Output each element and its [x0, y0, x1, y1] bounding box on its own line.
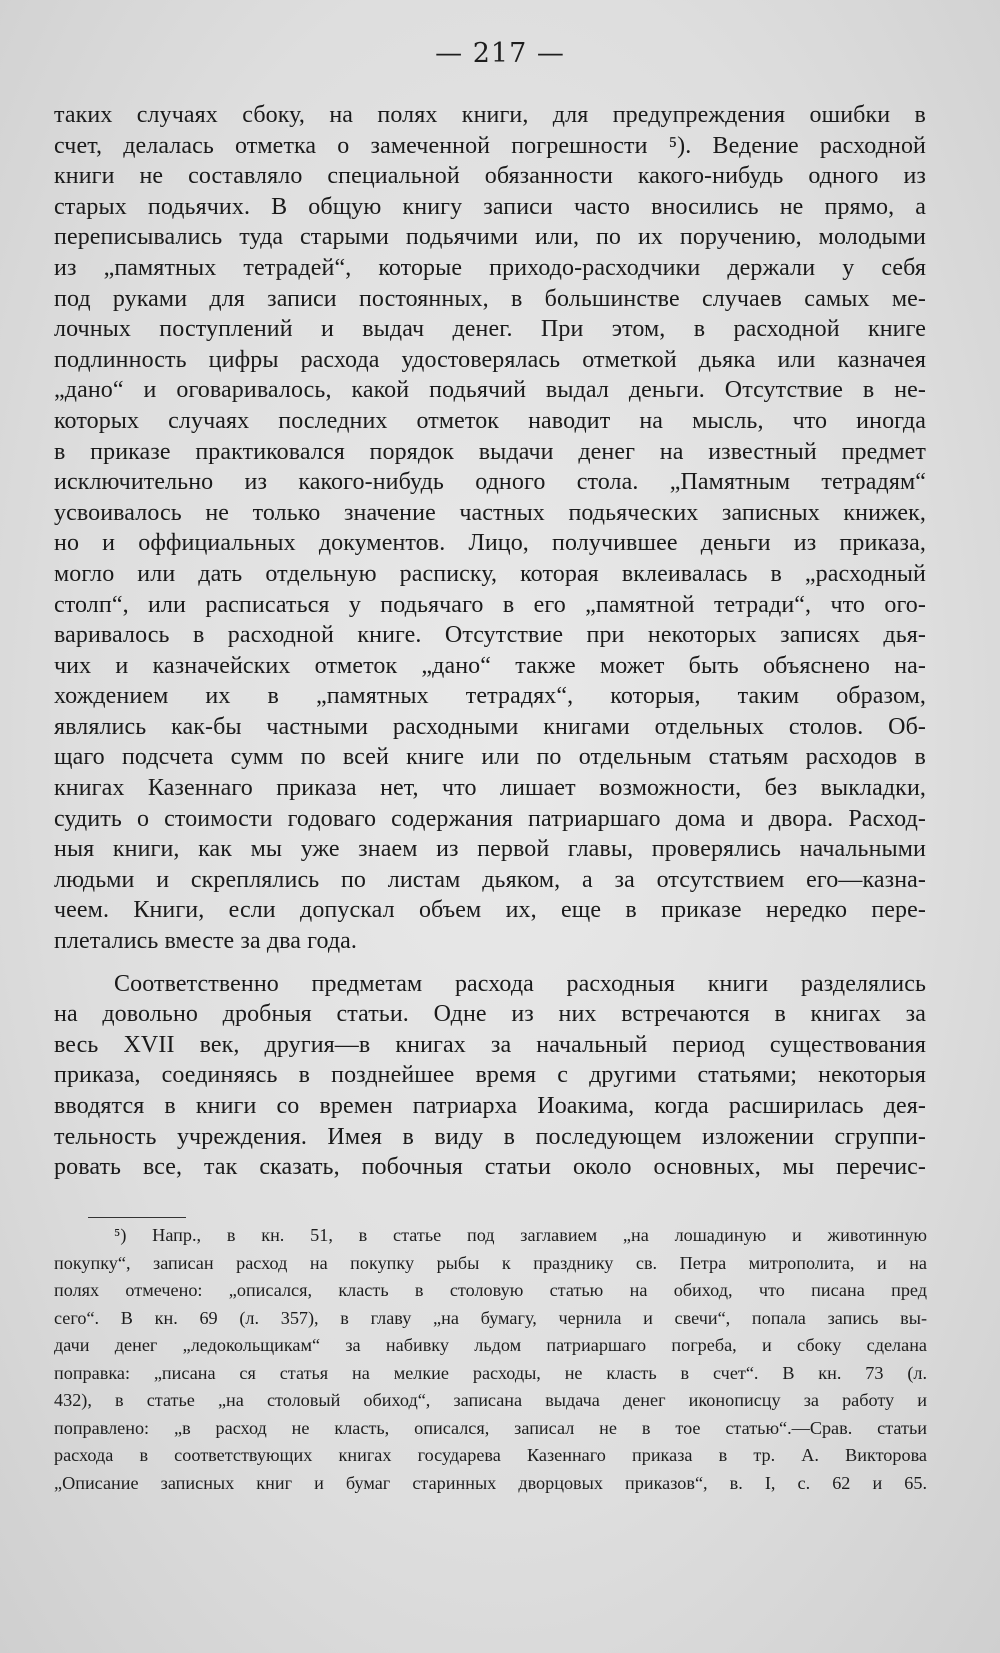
text-line: варивалось в расходной книге. Отсутствие при некоторых записях дья- [54, 622, 926, 649]
text-line: людьми и скреплялись по листам дьяком, а за отсутствием его—казна- [54, 866, 926, 893]
text-line: могло или дать отдельную расписку, которая вклеивалась в „расходный [54, 560, 926, 587]
text-line: лочных поступлений и выдач денег. При этом, в расходной книге [54, 316, 926, 343]
footnote-line: поправка: „писана ся статья на мелкие расходы, не класть в счет“. В кн. 73 (л. [54, 1362, 927, 1383]
text-line: на довольно дробныя статьи. Одне из них встречаются в книгах за [54, 1001, 926, 1028]
page-number: — 217 — [435, 38, 565, 69]
text-line: столп“, или расписаться у подьячаго в его „памятной тетради“, что ого- [54, 591, 926, 618]
text-line: книги не составляло специальной обязанности какого-нибудь одного из [54, 163, 926, 190]
footnote-line: дачи денег „ледокольщикам“ за набивку льдом патриаршаго погреба, и сбоку сделана [54, 1335, 927, 1355]
text-line: вводятся в книги со времен патриарха Иоакима, когда расширилась дея- [54, 1093, 926, 1119]
text-line: которых случаях последних отметок наводит на мысль, что иногда [54, 407, 926, 434]
footnote-line: полях отмечено: „описался, класть в столовую статью на обиход, что писана пред [54, 1280, 927, 1300]
text-line: исключительно из какого-нибудь одного стола. „Памятным тетрадям“ [54, 469, 926, 496]
text-line: хождением их в „памятных тетрадях“, которыя, таким образом, [54, 683, 926, 710]
text-line: тельность учреждения. Имея в виду в последующем изложении сгруппи- [54, 1123, 926, 1150]
footnote-line: „Описание записных книг и бумаг старинных дворцовых приказов“, в. I, с. 62 и 65. [54, 1472, 927, 1493]
text-line: в приказе практиковался порядок выдачи денег на известный предмет [54, 438, 926, 465]
text-line: плетались вместе за два года. [54, 928, 358, 955]
text-line: переписывались туда старыми подьячими или, по их поручению, молодыми [54, 224, 926, 251]
footnote-line: 432), в статье „на столовый обиход“, записана выдача денег иконописцу за работу и [54, 1390, 927, 1410]
main-text [54, 100, 926, 1183]
text-line: Соответственно предметам расхода расходныя книги разделялись [114, 970, 926, 997]
paragraph-gap [54, 957, 926, 969]
footnote-line: поправлено: „в расход не класть, описался, записал не в тое статью“.—Срав. статьи [54, 1417, 927, 1438]
text-line: ровать все, так сказать, побочныя статьи около основных, мы перечис- [54, 1154, 926, 1181]
text-line: но и оффициальных документов. Лицо, получившее деньги из приказа, [54, 530, 926, 557]
text-line: ныя книги, как мы уже знаем из первой главы, проверялись начальными [54, 836, 926, 863]
footnote-line: расхода в соответствующих книгах государева Казеннаго приказа в тр. А. Викторова [54, 1445, 927, 1465]
text-line: весь XVII век, другия—в книгах за начальный период существования [54, 1031, 926, 1058]
text-line: чих и казначейских отметок „дано“ также может быть объяснено на- [54, 652, 926, 679]
text-line: таких случаях сбоку, на полях книги, для предупреждения ошибки в [54, 102, 926, 128]
text-line: приказа, соединяясь в позднейшее время с другими статьями; некоторыя [54, 1062, 926, 1089]
text-line: чеем. Книги, если допускал объем их, еще в приказе нередко пере- [54, 897, 926, 924]
text-line: усвоивалось не только значение частных подьяческих записных книжек, [54, 499, 926, 526]
text-line: являлись как-бы частными расходными книгами отдельных столов. Об- [54, 713, 926, 740]
text-line: книгах Казеннаго приказа нет, что лишает возможности, без выкладки, [54, 775, 926, 802]
footnote-line: покупку“, записан расход на покупку рыбы к празднику св. Петра митрополита, и на [54, 1252, 927, 1273]
footnote-divider [88, 1217, 186, 1218]
text-line: счет, делалась отметка о замеченной погрешности ⁵). Ведение расходной [54, 132, 926, 159]
text-line: из „памятных тетрадей“, которые приходо-расходчики держали у себя [54, 254, 926, 281]
footnote-line: ⁵) Напр., в кн. 51, в статье под заглавием „на лошадиную и животинную [114, 1225, 927, 1245]
text-line: щаго подсчета сумм по всей книге или по отдельным статьям расходов в [54, 744, 926, 771]
text-line: судить о стоимости годоваго содержания патриаршаго дома и двора. Расход- [54, 805, 926, 832]
text-line: под руками для записи постоянных, в большинстве случаев самых ме- [54, 285, 926, 312]
footnote-line: сего“. В кн. 69 (л. 357), в главу „на бумагу, чернила и свечи“, попала запись вы- [54, 1307, 927, 1328]
text-line: подлинность цифры расхода удостоверялась отметкой дьяка или казначея [54, 346, 926, 373]
text-line: „дано“ и оговаривалось, какой подьячий выдал деньги. Отсутствие в не- [54, 377, 926, 404]
text-line: старых подьячих. В общую книгу записи часто вносились не прямо, а [54, 193, 926, 220]
footnote [54, 1222, 927, 1497]
